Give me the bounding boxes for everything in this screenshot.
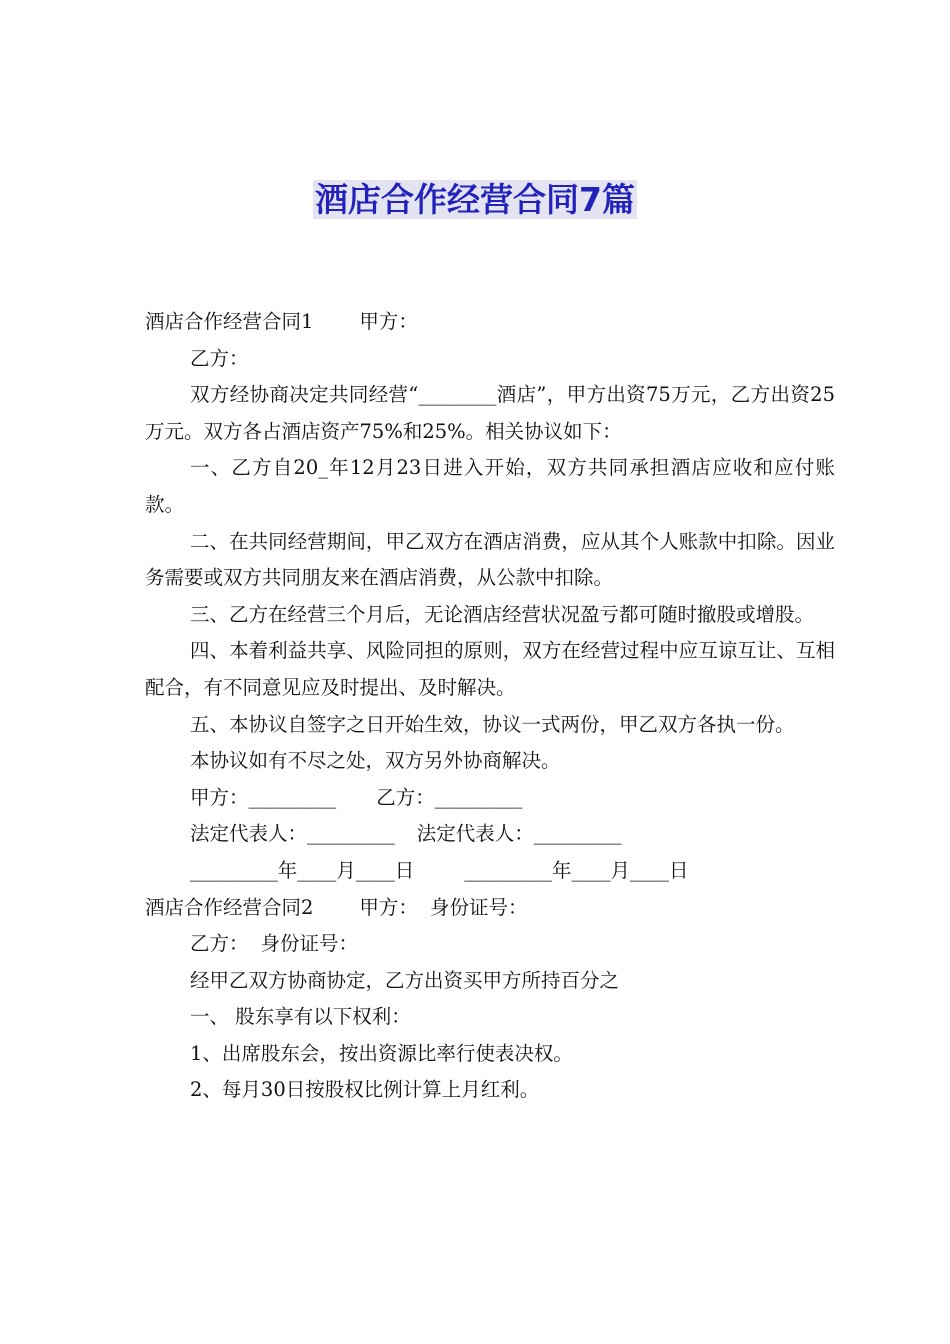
contract-2-id-a: 身份证号：: [429, 895, 528, 919]
contract-1-clause-2: 二、在共同经营期间，甲乙双方在酒店消费，应从其个人账款中扣除。因业务需要或双方共同朋友来在酒店消费，从公款中扣除。: [145, 529, 835, 590]
contract-1-heading: 酒店合作经营合同1: [145, 310, 314, 333]
contract-1-clause-5: 五、本协议自签字之日开始生效，协议一式两份，甲乙双方各执一份。: [190, 712, 795, 736]
representative-party-b: 法定代表人：_________: [416, 822, 622, 846]
contract-2-section-1: 一、 股东享有以下权利：: [190, 1005, 411, 1029]
contract-2-id-b: 身份证号：: [260, 932, 359, 956]
contract-1-signature-line: [145, 780, 835, 817]
contract-1-clause-3: 三、乙方在经营三个月后，无论酒店经营状况盈亏都可随时撤股或增股。: [190, 602, 815, 626]
contract-1-heading-line: [145, 304, 835, 341]
document-body: [145, 304, 835, 1109]
contract-1-party-b: 乙方：: [190, 346, 249, 370]
contract-2-party-b-line: [145, 926, 835, 963]
contract-2-heading: 酒店合作经营合同2: [145, 895, 314, 919]
contract-1-clause-4: 四、本着利益共享、风险同担的原则，双方在经营过程中应互谅互让、互相配合，有不同意见应及时提出、及时解决。: [145, 639, 835, 699]
representative-party-a: 法定代表人：_________: [190, 822, 395, 846]
document-title: [0, 176, 950, 224]
contract-1-intro: 双方经协商决定共同经营“________酒店”，甲方出资75万元，乙方出资25万元。双方各占酒店资产75%和25%。相关协议如下：: [145, 383, 835, 443]
date-party-a: _________年____月____日: [190, 858, 415, 882]
contract-1-representative-line: [145, 816, 835, 853]
contract-2-heading-line: [145, 890, 835, 927]
contract-2-right-2: 2、每月30日按股权比例计算上月红利。: [190, 1078, 540, 1102]
signature-party-a: 甲方：_________: [190, 785, 337, 809]
contract-1-party-a: 甲方：: [359, 310, 418, 333]
signature-party-b: 乙方：_________: [376, 785, 523, 809]
contract-2-party-b: 乙方：: [190, 932, 249, 956]
date-party-b: _________年____月____日: [464, 858, 689, 882]
contract-1-clause-6: 本协议如有不尽之处，双方另外协商解决。: [190, 749, 561, 773]
contract-1-clause-1: 一、乙方自20_年12月23日进入开始，双方共同承担酒店应收和应付账款。: [145, 456, 835, 516]
contract-1-date-line: [145, 853, 835, 890]
contract-2-party-a: 甲方：: [359, 895, 418, 919]
contract-2-right-1: 1、出席股东会，按出资源比率行使表决权。: [190, 1041, 573, 1065]
contract-2-intro: 经甲乙双方协商协定，乙方出资买甲方所持百分之: [190, 968, 620, 992]
document-title-text: 酒店合作经营合同7篇: [315, 180, 635, 219]
